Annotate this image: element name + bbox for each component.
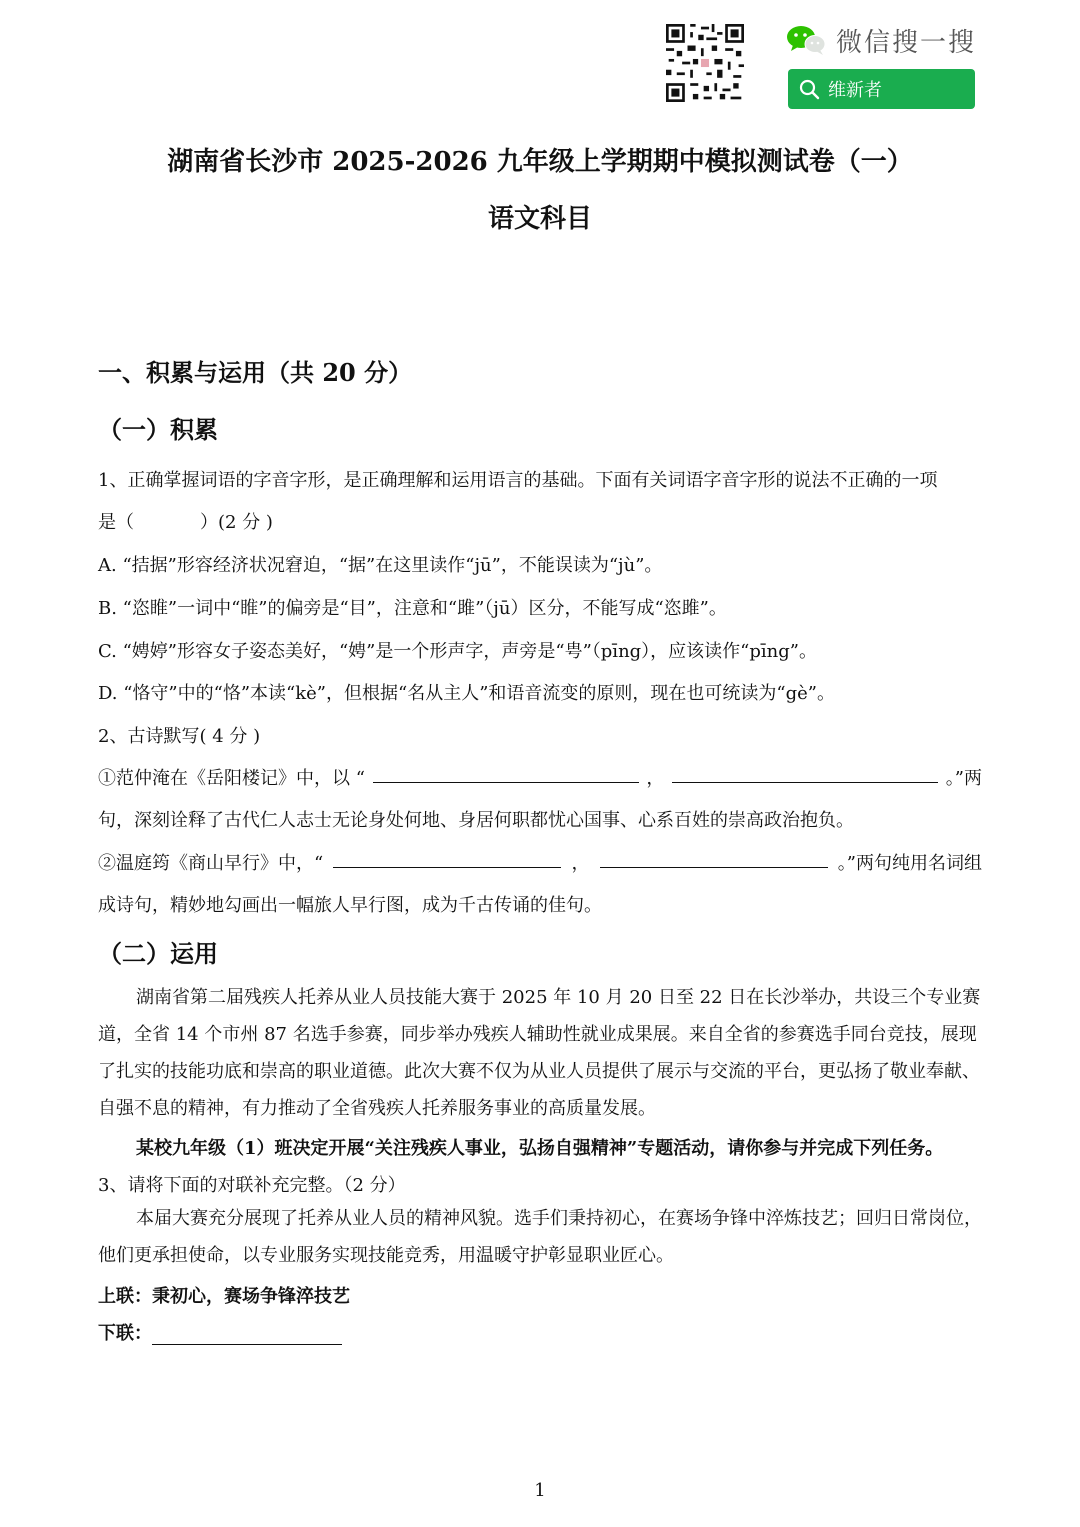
option-b: B. “恣睢”一词中“睢”的偏旁是“目”，注意和“雎”（jū）区分，不能写成“恣雎”。 [98, 598, 727, 619]
answer-blank[interactable] [333, 849, 561, 868]
answer-blank[interactable] [373, 764, 639, 783]
qr-code-icon [666, 24, 744, 102]
search-icon [798, 78, 820, 100]
option-a: A. “拮据”形容经济状况窘迫，“据”在这里读作“jū”，不能误读为“jù”。 [98, 555, 663, 576]
wechat-logo-icon [786, 24, 826, 56]
option-d: D. “恪守”中的“恪”本读“kè”，但根据“名从主人”和语音流变的原则，现在也可统读为“gè”。 [98, 683, 835, 704]
passage: 湖南省第二届残疾人托养从业人员技能大赛于 2025 年 10 月 20 日至 22 日在长沙举办，共设三个专业赛道，全省 14 个市州 87 名选手参赛，同步举办残疾人辅助性就业成果展。来自全省的参赛选手同台竞技，展现了扎实的技能功底和崇高的职业道德。此次大赛不仅为从业人员提供了展示与交流的平台，更弘扬了敬业奉献、自强不息的精神，有力推动了全省残疾人托养服务事业的高质量发展。 [98, 987, 981, 1119]
question-1-stem: 1、正确掌握词语的字音字形，是正确理解和运用语言的基础。下面有关词语字音字形的说法不正确的一项 [98, 470, 938, 491]
question-1-stem-end: 是（ ）(2 分 ) [98, 512, 273, 533]
question-3-text: 本届大赛充分展现了托养从业人员的精神风貌。选手们秉持初心，在赛场争锋中淬炼技艺；回归日常岗位，他们更承担使命，以专业服务实现技能竞秀，用温暖守护彰显职业匠心。 [98, 1208, 982, 1266]
page-number: 1 [534, 1480, 546, 1501]
question-2-item-1: ①范仲淹在《岳阳楼记》中，以 “ ， 。”两 [98, 764, 982, 790]
search-keyword: 维新者 [828, 80, 882, 101]
lower-couplet: 下联： [98, 1319, 342, 1345]
document-title: 湖南省长沙市 2025-2026 九年级上学期期中模拟测试卷（一） [167, 147, 913, 177]
upper-couplet: 上联：秉初心，赛场争锋淬技艺 [98, 1286, 350, 1307]
answer-blank[interactable] [152, 1326, 342, 1345]
question-3-stem: 3、请将下面的对联补充完整。（2 分） [98, 1175, 406, 1196]
section-heading: 一、积累与运用（共 20 分） [98, 358, 413, 387]
option-c: C. “娉婷”形容女子姿态美好，“娉”是一个形声字，声旁是“甹”（pīng），应该读作“pīng”。 [98, 641, 817, 662]
activity-instruction: 某校九年级（1）班决定开展“关注残疾人事业，弘扬自强精神”专题活动，请你参与并完成下列任务。 [136, 1138, 944, 1159]
document-subject: 语文科目 [487, 204, 592, 234]
answer-blank[interactable] [600, 849, 828, 868]
question-2-item-2-cont: 成诗句，精妙地勾画出一幅旅人早行图，成为千古传诵的佳句。 [98, 895, 602, 916]
subsection-heading-application: （二）运用 [98, 939, 218, 968]
question-2-item-1-cont: 句，深刻诠释了古代仁人志士无论身处何地、身居何职都忧心国事、心系百姓的崇高政治抱负。 [98, 810, 854, 831]
subsection-heading-accumulation: （一）积累 [98, 415, 218, 444]
wechat-search-title: 微信搜一搜 [836, 28, 977, 58]
question-2-stem: 2、古诗默写( 4 分 ) [98, 726, 261, 747]
answer-blank[interactable] [672, 764, 938, 783]
wechat-search-box[interactable] [788, 69, 975, 109]
question-2-item-2: ②温庭筠《商山早行》中，“ ， 。”两句纯用名词组 [98, 849, 982, 875]
